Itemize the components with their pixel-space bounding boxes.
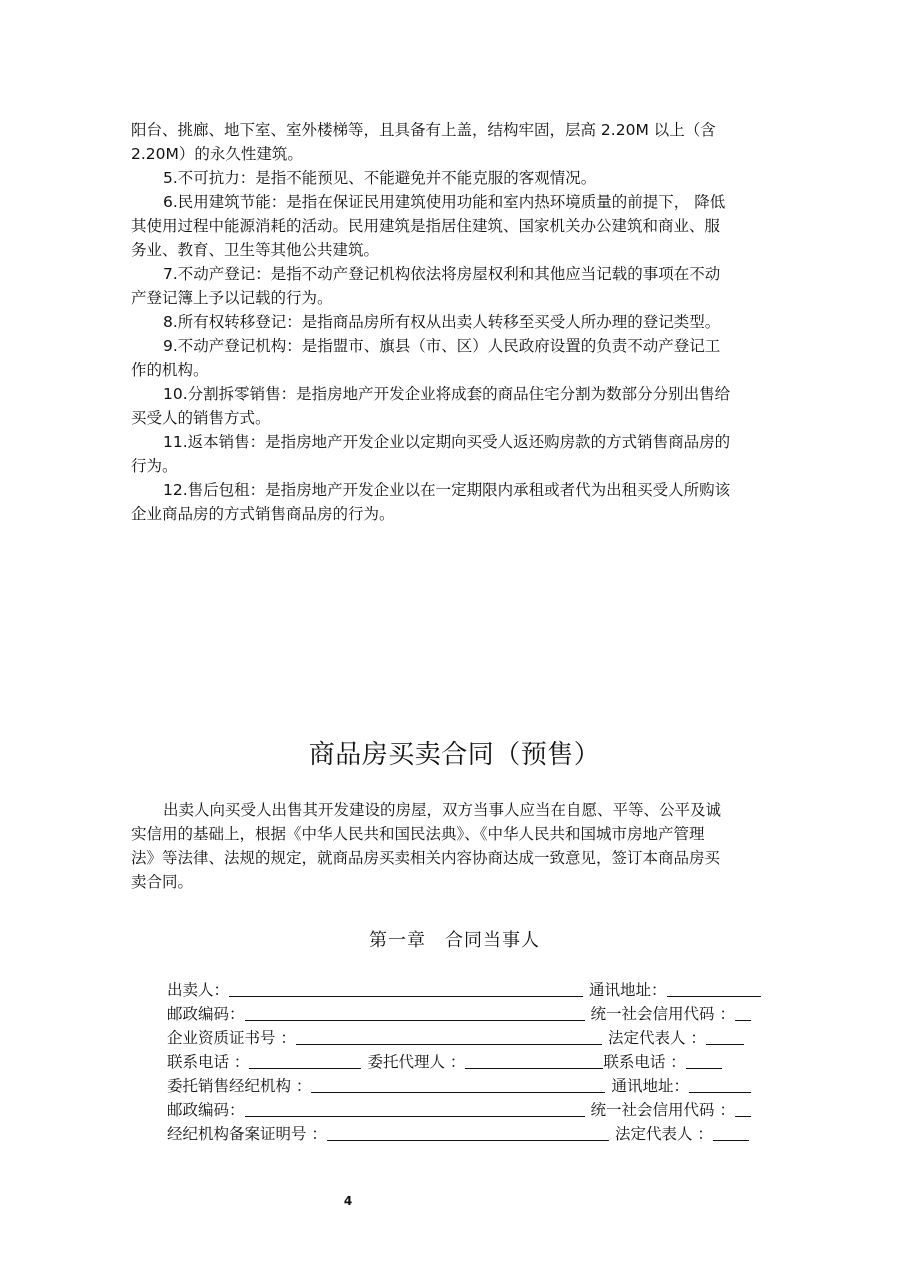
definition-text: 作的机构。 — [131, 361, 209, 379]
form-row — [167, 1050, 771, 1074]
legal-rep-label: 法定代表人 ： — [614, 1125, 713, 1143]
definition-text: 务业、教育、卫生等其他公共建筑。 — [131, 241, 380, 259]
credit-code-field[interactable] — [735, 1019, 751, 1021]
legal-rep-field[interactable] — [706, 1043, 744, 1045]
legal-rep-label: 法定代表人 ： — [607, 1029, 706, 1047]
definition-text: 其使用过程中能源消耗的活动。民用建筑是指居住建筑、国家机关办公建筑和商业、服 — [131, 217, 721, 235]
definition-energy-saving: 6.民用建筑节能：是指在保证民用建筑使用功能和室内热环境质量的前提下， 降低 — [163, 193, 726, 211]
agent-field[interactable] — [465, 1067, 603, 1069]
address-field[interactable] — [689, 1091, 751, 1093]
phone-field[interactable] — [686, 1067, 722, 1069]
phone-label: 联系电话 ： — [603, 1053, 686, 1071]
address-field[interactable] — [667, 995, 761, 997]
chapter-heading: 第一章 合同当事人 — [369, 930, 540, 951]
definition-text: 买受人的销售方式。 — [131, 409, 271, 427]
phone-label: 联系电话 ： — [167, 1053, 250, 1071]
qualification-field[interactable] — [296, 1043, 602, 1045]
postcode-field[interactable] — [245, 1115, 585, 1117]
preamble-text: 卖合同。 — [131, 873, 194, 891]
form-row — [167, 1098, 771, 1122]
definition-registration-authority: 9.不动产登记机构：是指盟市、旗县（市、区）人民政府设置的负责不动产登记工 — [163, 337, 721, 355]
qualification-label: 企业资质证书号 ： — [167, 1029, 296, 1047]
definition-leaseback: 12.售后包租：是指房地产开发企业以在一定期限内承租或者代为出租买受人所购该 — [163, 481, 731, 499]
postcode-label: 邮政编码： — [167, 1005, 245, 1023]
postcode-label: 邮政编码： — [167, 1101, 245, 1119]
broker-record-label: 经纪机构备案证明号 ： — [167, 1125, 327, 1143]
broker-record-field[interactable] — [327, 1139, 609, 1141]
broker-label: 委托销售经纪机构 ： — [167, 1077, 312, 1095]
preamble-text: 法》等法律、法规的规定，就商品房买卖相关内容协商达成一致意见，签订本商品房买 — [131, 849, 721, 867]
form-row — [167, 978, 771, 1002]
definition-registration: 7.不动产登记：是指不动产登记机构依法将房屋权利和其他应当记载的事项在不动 — [163, 265, 721, 283]
contract-title: 商品房买卖合同（预售） — [308, 740, 601, 770]
phone-field[interactable] — [249, 1067, 361, 1069]
postcode-field[interactable] — [245, 1019, 585, 1021]
definition-force-majeure: 5.不可抗力：是指不能预见、不能避免并不能克服的客观情况。 — [163, 169, 597, 187]
legal-rep-field[interactable] — [713, 1139, 749, 1141]
seller-field[interactable] — [229, 995, 583, 997]
definition-text: 行为。 — [131, 457, 178, 475]
definition-text: 产登记簿上予以记载的行为。 — [131, 289, 333, 307]
definition-split-sale: 10.分割拆零销售：是指房地产开发企业将成套的商品住宅分割为数部分分别出售给 — [163, 385, 731, 403]
agent-label: 委托代理人 ： — [367, 1053, 466, 1071]
seller-label: 出卖人： — [167, 981, 230, 999]
form-row — [167, 1002, 771, 1026]
address-label: 通讯地址： — [611, 1077, 689, 1095]
form-row — [167, 1122, 771, 1146]
broker-field[interactable] — [311, 1091, 605, 1093]
definition-return-sale: 11.返本销售：是指房地产开发企业以定期向买受人返还购房款的方式销售商品房的 — [163, 433, 731, 451]
credit-code-label: 统一社会信用代码 ： — [590, 1101, 735, 1119]
preamble-text: 实信用的基础上，根据《中华人民共和国民法典》、《中华人民共和国城市房地产管理 — [131, 825, 705, 843]
definition-text: 2.20M）的永久性建筑。 — [131, 145, 303, 163]
definition-text: 企业商品房的方式销售商品房的行为。 — [131, 505, 395, 523]
definition-transfer-registration: 8.所有权转移登记：是指商品房所有权从出卖人转移至买受人所办理的登记类型。 — [163, 313, 721, 331]
form-row — [167, 1074, 771, 1098]
definition-text: 阳台、挑廊、地下室、室外楼梯等，且具备有上盖，结构牢固，层高 2.20M 以上（含 — [131, 121, 716, 139]
page-number: 4 — [343, 1194, 353, 1208]
address-label: 通讯地址： — [589, 981, 667, 999]
form-row — [167, 1026, 771, 1050]
preamble-text: 出卖人向买受人出售其开发建设的房屋，双方当事人应当在自愿、平等、公平及诚 — [163, 801, 722, 819]
credit-code-label: 统一社会信用代码 ： — [590, 1005, 735, 1023]
credit-code-field[interactable] — [735, 1115, 751, 1117]
